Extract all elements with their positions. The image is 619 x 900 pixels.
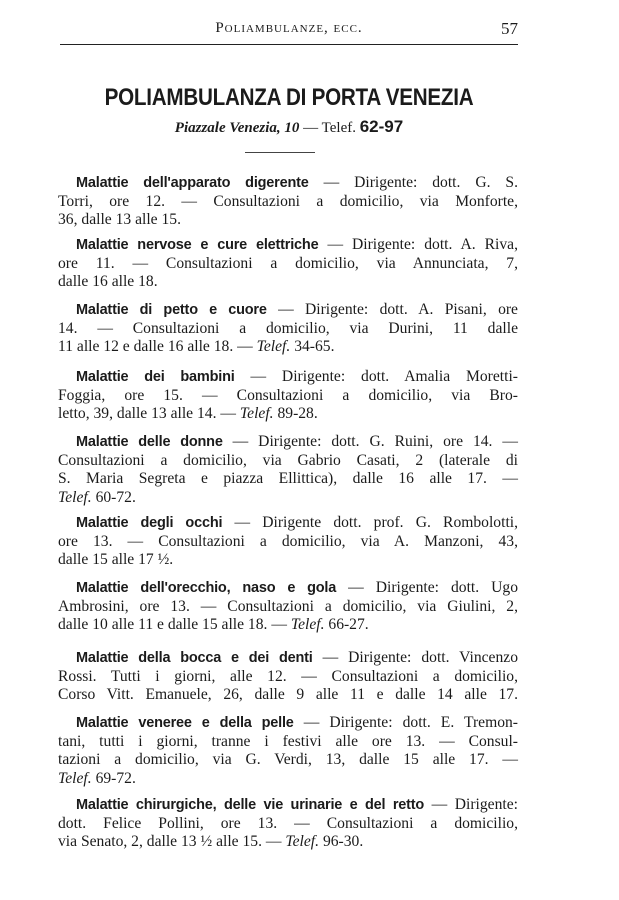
entry-text: via Senato, 2, dalle 13 ½ alle 15. — <box>58 833 282 850</box>
address-line <box>60 117 518 137</box>
entry-line <box>58 236 518 255</box>
entry-heading: Malattie veneree e della pelle <box>76 715 294 731</box>
entry-line <box>58 489 518 508</box>
address: Piazzale Venezia, 10 <box>174 120 300 136</box>
entry-line: dalle 16 alle 18. <box>58 273 158 290</box>
entry-line: tani, tutti i giorni, tranne i festivi alle ore 13. — Consul- <box>58 732 518 750</box>
entry-line <box>58 301 518 320</box>
running-head <box>60 18 518 40</box>
running-title: Poliambulanze, ecc. <box>215 20 363 36</box>
entry-line <box>58 714 518 733</box>
telephone-label: Telef. <box>256 338 291 355</box>
telephone-number: 60-72. <box>95 488 136 506</box>
entry-text: — Dirigente: dott. G. Ruini, ore 14. — <box>232 433 518 450</box>
entry-line <box>58 368 518 387</box>
entry-heading: Malattie delle donne <box>76 434 223 450</box>
entry-line: dalle 15 alle 17 ½. <box>58 551 174 568</box>
clinic-entry-children <box>58 368 518 424</box>
telephone-label: Telef. <box>58 769 92 787</box>
entry-heading: Malattie dell'apparato digerente <box>76 175 309 191</box>
entry-text: — Dirigente dott. prof. G. Rombolotti, <box>234 514 519 531</box>
entry-line: S. Maria Segreta e piazza Ellittica), dalle 16 alle 17. — <box>58 470 518 487</box>
clinic-entry-eyes <box>58 514 518 570</box>
entry-line <box>58 649 518 668</box>
entry-line <box>58 433 518 452</box>
telephone-number: 62-97 <box>359 117 404 136</box>
entry-line: dott. Felice Pollini, ore 13. — Consultazioni a domicilio, <box>58 814 518 832</box>
address-separator: — <box>303 120 319 136</box>
entry-line <box>58 174 518 193</box>
entry-text: — Dirigente: dott. Amalia Moretti- <box>250 368 518 385</box>
entry-text: dalle 10 alle 11 e dalle 15 alle 18. — <box>58 616 287 633</box>
entry-line <box>58 405 518 424</box>
entry-line: ore 11. — Consultazioni a domicilio, via Annunciata, 7, <box>58 254 518 272</box>
entry-line: 14. — Consultazioni a domicilio, via Durini, 11 dalle <box>58 319 518 337</box>
clinic-entry-chest-heart <box>58 301 518 357</box>
entry-line: tazioni a domicilio, via G. Verdi, 13, dalle 15 alle 17. — <box>58 751 518 768</box>
entry-heading: Malattie dell'orecchio, naso e gola <box>76 580 337 596</box>
clinic-entry-women <box>58 433 518 507</box>
entry-text: — Dirigente: <box>431 796 518 813</box>
entry-line: Torri, ore 12. — Consultazioni a domicilio, via Monforte, <box>58 192 518 210</box>
telephone-number: 69-72. <box>95 769 136 787</box>
entry-line <box>58 338 518 357</box>
entry-text: — Dirigente: dott. A. Pisani, ore <box>278 301 518 318</box>
entry-line: 36, dalle 13 alle 15. <box>58 211 181 228</box>
clinic-entry-nervous <box>58 236 518 292</box>
entry-text: letto, 39, dalle 13 alle 14. — <box>58 405 236 422</box>
telephone-label: Telef. <box>58 488 92 506</box>
entry-line <box>58 514 518 533</box>
page-number: 57 <box>501 19 518 38</box>
title-divider <box>245 152 315 153</box>
telephone-label: Telef. <box>290 616 325 633</box>
clinic-entry-surgery <box>58 796 518 852</box>
entry-line: Ambrosini, ore 13. — Consultazioni a domicilio, via Giulini, 2, <box>58 597 518 615</box>
entry-text: 11 alle 12 e dalle 16 alle 18. — <box>58 338 253 355</box>
entry-text: — Dirigente: dott. E. Tremon- <box>303 714 518 731</box>
entry-heading: Malattie della bocca e dei denti <box>76 650 313 666</box>
entry-text: — Dirigente: dott. Ugo <box>348 579 518 596</box>
header-rule <box>60 44 518 45</box>
entry-text: — Dirigente: dott. G. S. <box>323 174 518 191</box>
entry-heading: Malattie degli occhi <box>76 515 223 531</box>
telephone-label: Telef. <box>321 120 356 136</box>
entry-line: Foggia, ore 15. — Consultazioni a domicilio, via Bro- <box>58 386 518 404</box>
entry-line <box>58 579 518 598</box>
entry-text: — Dirigente: dott. A. Riva, <box>327 236 519 253</box>
entry-heading: Malattie di petto e cuore <box>76 302 267 318</box>
page-title: POLIAMBULANZA DI PORTA VENEZIA <box>104 84 474 111</box>
telephone-number: 96-30. <box>322 833 364 850</box>
clinic-entry-digestive <box>58 174 518 230</box>
entry-line <box>58 770 518 789</box>
entry-line <box>58 796 518 815</box>
entry-line: Corso Vitt. Emanuele, 26, dalle 9 alle 11 e dalle 14 alle 17. <box>58 686 518 703</box>
entry-heading: Malattie nervose e cure elettriche <box>76 237 319 253</box>
entry-line: ore 13. — Consultazioni a domicilio, via A. Manzoni, 43, <box>58 532 518 550</box>
entry-line <box>58 833 518 852</box>
clinic-entry-venereal-skin <box>58 714 518 788</box>
telephone-label: Telef. <box>285 833 320 850</box>
telephone-number: 34-65. <box>294 338 335 355</box>
telephone-label: Telef. <box>239 405 274 422</box>
entry-heading: Malattie dei bambini <box>76 369 235 385</box>
telephone-number: 89-28. <box>277 405 318 422</box>
clinic-entry-ent <box>58 579 518 635</box>
entry-heading: Malattie chirurgiche, delle vie urinarie e del retto <box>76 797 425 813</box>
entry-line: Rossi. Tutti i giorni, alle 12. — Consultazioni a domicilio, <box>58 667 518 685</box>
entry-line <box>58 616 518 635</box>
entry-text: — Dirigente: dott. Vincenzo <box>322 649 518 666</box>
entry-line: Consultazioni a domicilio, via Gabrio Casati, 2 (laterale di <box>58 451 518 469</box>
telephone-number: 66-27. <box>328 616 369 633</box>
clinic-entry-mouth-teeth <box>58 649 518 705</box>
